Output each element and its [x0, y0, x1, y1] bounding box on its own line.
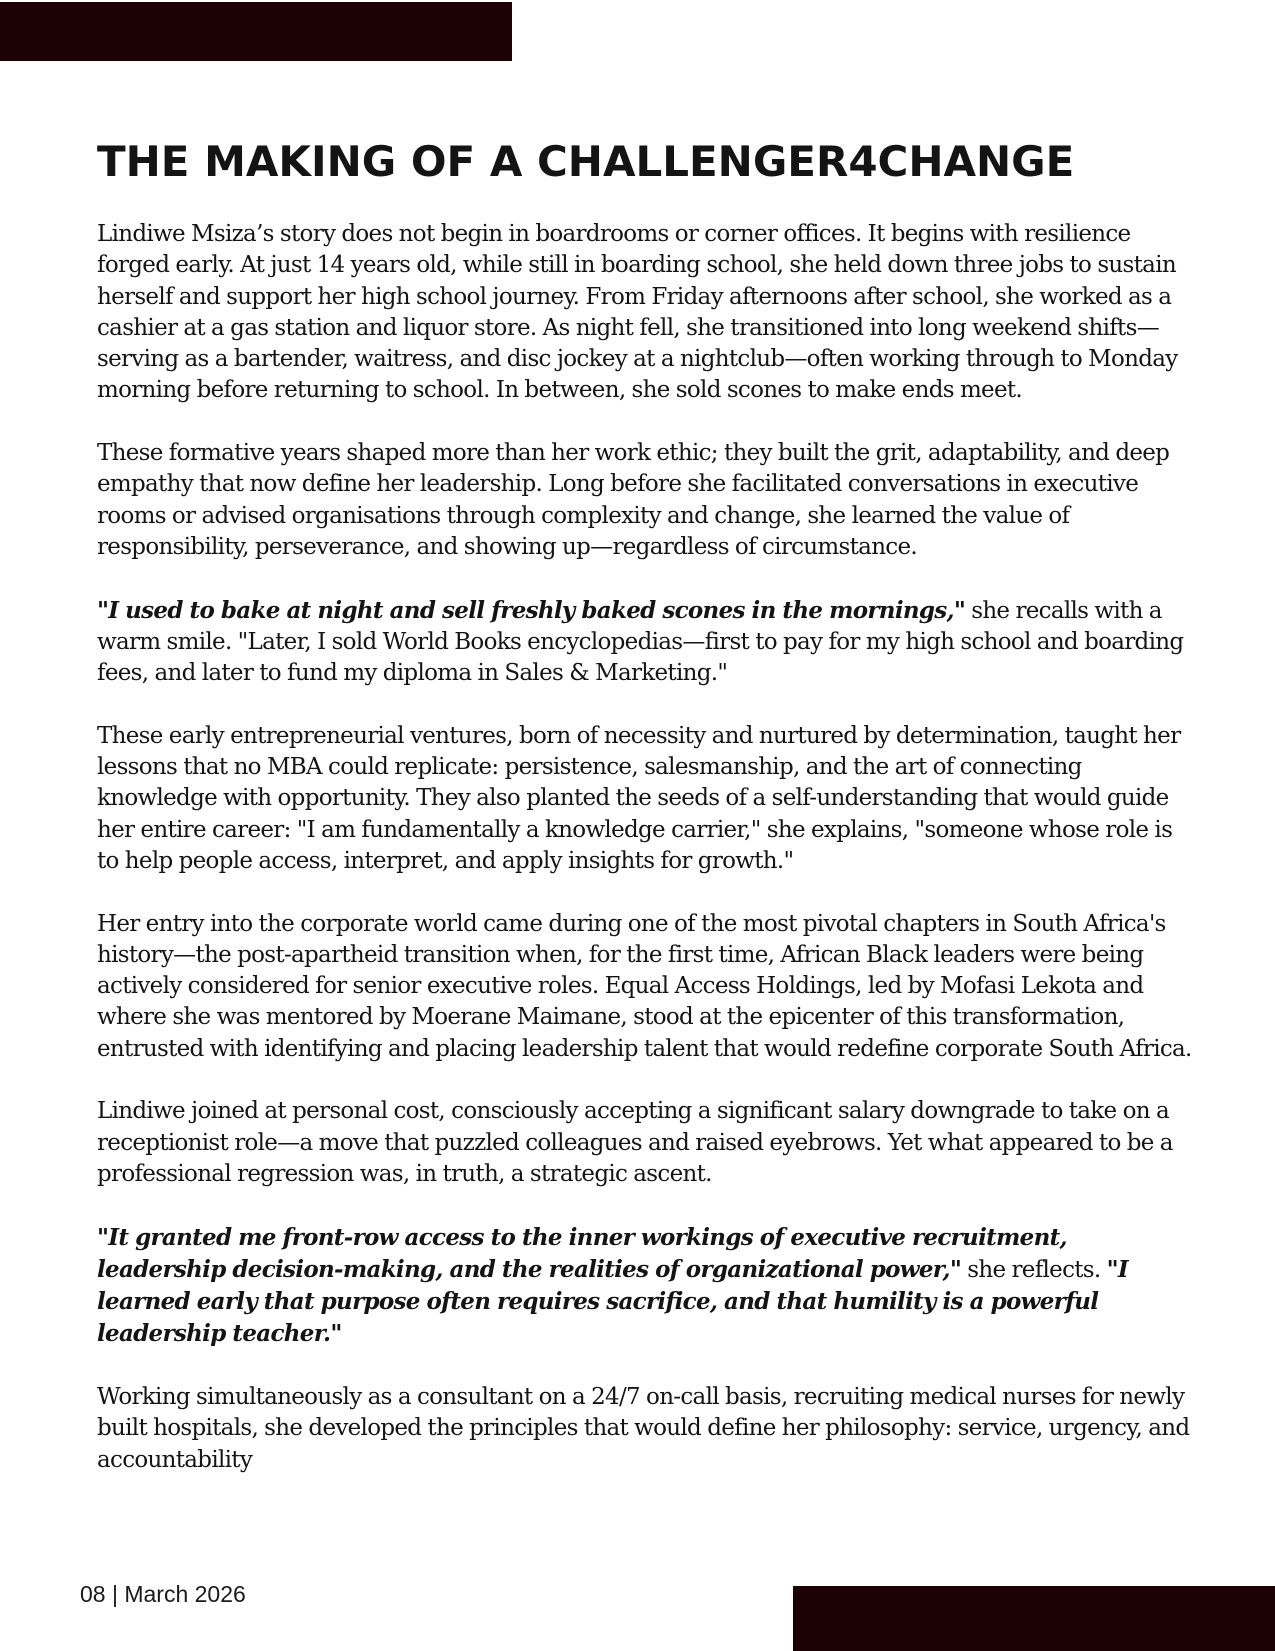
pull-quote: "It granted me front-row access to the inner workings of executive recruitment, leadership decision-making, and the realities of organizational power," — [97, 1223, 1067, 1283]
paragraph — [97, 595, 1197, 690]
header-accent-bar — [0, 2, 512, 61]
paragraph: These early entrepreneurial ventures, born of necessity and nurtured by determination, taught her lessons that no MBA could replicate: persistence, salesmanship, and the art of connecting knowledge with opportunity. They also planted the seeds of a self-understanding that would guide her entire career: "I am fundamentally a knowledge carrier," she explains, "someone whose role is to help people access, interpret, and apply insights for growth." — [97, 722, 1181, 874]
paragraph-text: she reflects. — [961, 1256, 1107, 1283]
article-body — [97, 219, 1197, 1507]
footer-accent-bar — [793, 1586, 1275, 1651]
pull-quote: "I learned early that purpose often requires sacrifice, and that humility is a powerful leadership teacher." — [97, 1255, 1128, 1348]
paragraph: Working simultaneously as a consultant on a 24/7 on-call basis, recruiting medical nurses for newly built hospitals, she developed the principles that would define her philosophy: service, urgency, and accountability — [97, 1383, 1190, 1473]
pull-quote: "I used to bake at night and sell freshly baked scones in the mornings," — [97, 596, 966, 624]
paragraph: Lindiwe Msiza’s story does not begin in boardrooms or corner offices. It begins with resilience forged early. At just 14 years old, while still in boarding school, she held down three jobs to sustain herself and support her high school journey. From Friday afternoons after school, she worked as a cashier at a gas station and liquor store. As night fell, she transitioned into long weekend shifts—serving as a bartender, waitress, and disc jockey at a nightclub—often working through to Monday morning before returning to school. In between, she sold scones to make ends meet. — [97, 221, 1178, 404]
paragraph — [97, 1222, 1197, 1351]
paragraph: Her entry into the corporate world came during one of the most pivotal chapters in South Africa's history—the post-apartheid transition when, for the first time, African Black leaders were being actively considered for senior executive roles. Equal Access Holdings, led by Mofasi Lekota and where she was mentored by Moerane Maimane, stood at the epicenter of this transformation, entrusted with identifying and placing leadership talent that would redefine corporate South Africa. — [97, 910, 1192, 1062]
page-footer: 08 | March 2026 — [80, 1581, 246, 1607]
paragraph: These formative years shaped more than her work ethic; they built the grit, adaptability, and deep empathy that now define her leadership. Long before she facilitated conversations in executive rooms or advised organisations through complexity and change, she learned the value of responsibility, perseverance, and showing up—regardless of circumstance. — [97, 440, 1170, 560]
paragraph-text: she recalls with a warm smile. "Later, I sold World Books encyclopedias—first to pay for my high school and boarding fees, and later to fund my diploma in Sales & Marketing." — [97, 597, 1184, 687]
paragraph: Lindiwe joined at personal cost, consciously accepting a significant salary downgrade to take on a receptionist role—a move that puzzled colleagues and raised eyebrows. Yet what appeared to be a professional regression was, in truth, a strategic ascent. — [97, 1098, 1173, 1187]
page-title: THE MAKING OF A CHALLENGER4CHANGE — [97, 137, 1075, 186]
